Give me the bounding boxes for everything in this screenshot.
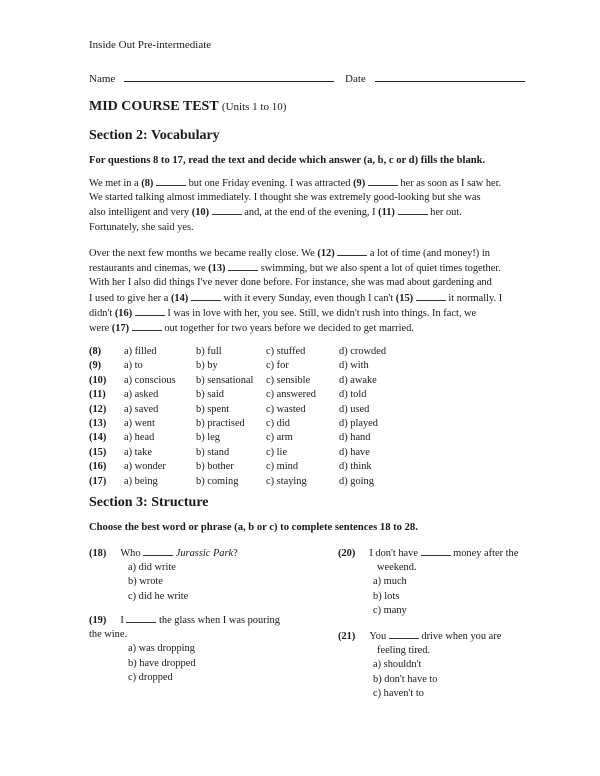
q19-option-c: c) dropped bbox=[128, 671, 173, 683]
q21-option-c: c) haven't to bbox=[373, 687, 424, 699]
option-row bbox=[89, 461, 419, 475]
question-number: (15) bbox=[89, 446, 107, 458]
option-c: c) did bbox=[266, 417, 290, 429]
paragraph-1 bbox=[89, 176, 539, 235]
option-row bbox=[89, 432, 419, 446]
title-units: (Units 1 to 10) bbox=[221, 101, 287, 113]
book-header: Inside Out Pre-intermediate bbox=[89, 39, 212, 51]
title-main: MID COURSE TEST bbox=[89, 99, 219, 114]
option-a: a) being bbox=[124, 475, 158, 487]
question-number: (14) bbox=[89, 432, 107, 444]
blank-11 bbox=[398, 205, 428, 215]
option-c: c) mind bbox=[266, 461, 299, 473]
option-d: d) hand bbox=[339, 432, 371, 444]
option-a: a) filled bbox=[124, 346, 157, 357]
option-a: a) wonder bbox=[124, 461, 166, 473]
question-number: (11) bbox=[89, 389, 106, 401]
section3-instruction: Choose the best word or phrase (a, b or c) to complete sentences 18 to 28. bbox=[89, 522, 418, 533]
option-b: b) leg bbox=[196, 432, 220, 444]
option-d: d) told bbox=[339, 389, 367, 401]
option-a: a) conscious bbox=[124, 374, 176, 386]
blank-13 bbox=[228, 261, 258, 271]
question-number: (8) bbox=[89, 346, 102, 357]
paragraph-2 bbox=[89, 246, 539, 336]
question-18: (18) Who Jurassic Park? a) did write b) wrote c) did he write bbox=[89, 546, 319, 604]
p1-line-1: We met in a (8) but one Friday evening. I was attracted (9) her as soon as I saw her. bbox=[89, 178, 502, 189]
option-d: d) awake bbox=[339, 374, 377, 386]
option-d: d) with bbox=[339, 360, 369, 372]
section2-instruction: For questions 8 to 17, read the text and decide which answer (a, b, c or d) fills the blank. bbox=[89, 155, 486, 166]
option-c: c) wasted bbox=[266, 403, 306, 415]
blank-15 bbox=[416, 291, 446, 301]
option-d: d) going bbox=[339, 475, 374, 487]
blank-20 bbox=[421, 546, 451, 556]
p2-line-6: were (17) out together for two years before we decided to get married. bbox=[89, 323, 414, 335]
option-d: d) have bbox=[339, 446, 370, 458]
option-row bbox=[89, 346, 419, 360]
section2-heading: Section 2: Vocabulary bbox=[89, 128, 220, 143]
option-a: a) take bbox=[124, 446, 152, 458]
option-d: d) played bbox=[339, 417, 378, 429]
option-b: b) said bbox=[196, 389, 224, 401]
option-b: b) practised bbox=[196, 417, 245, 429]
blank-9 bbox=[368, 176, 398, 186]
q21-option-a: a) shouldn't bbox=[373, 659, 422, 671]
question-20: (20) I don't have money after the weekend. a) much b) lots c) many bbox=[338, 546, 558, 618]
question-21: (21) You drive when you are feeling tired. a) shouldn't b) don't have to c) haven't to bbox=[338, 629, 558, 701]
option-c: c) arm bbox=[266, 432, 293, 444]
option-b: b) bother bbox=[196, 461, 234, 473]
option-row bbox=[89, 360, 419, 374]
q18-option-c: c) did he write bbox=[128, 590, 189, 602]
option-b: b) spent bbox=[196, 403, 230, 415]
date-label: Date bbox=[345, 73, 366, 85]
option-c: c) lie bbox=[266, 446, 288, 458]
vocabulary-options bbox=[89, 346, 419, 490]
test-title bbox=[89, 99, 286, 115]
p2-line-5: didn't (16) I was in love with her, you see. Still, we didn't rush into things. In fact, we bbox=[89, 307, 477, 319]
p2-line-4: I used to give her a (14) with it every Sunday, even though I can't (15) it normally. I bbox=[89, 292, 503, 304]
option-c: c) stuffed bbox=[266, 346, 306, 357]
option-a: a) went bbox=[124, 417, 155, 429]
q20-option-c: c) many bbox=[373, 604, 407, 616]
p1-line-3: also intelligent and very (10) and, at the end of the evening, I (11) her out. bbox=[89, 207, 462, 219]
option-d: d) used bbox=[339, 403, 370, 415]
option-row bbox=[89, 476, 419, 490]
blank-21 bbox=[389, 629, 419, 639]
blank-16 bbox=[135, 306, 165, 316]
p2-line-3: With her I also did things I've never done before. For instance, she was mad about gardening and bbox=[89, 277, 492, 289]
q19-option-b: b) have dropped bbox=[128, 657, 196, 669]
option-b: b) coming bbox=[196, 475, 239, 487]
p2-line-1: Over the next few months we became really close. We (12) a lot of time (and money!) in bbox=[89, 248, 490, 259]
name-label: Name bbox=[89, 73, 116, 85]
option-b: b) sensational bbox=[196, 374, 254, 386]
option-c: c) answered bbox=[266, 389, 316, 401]
q20-option-b: b) lots bbox=[373, 590, 400, 602]
blank-10 bbox=[212, 205, 242, 215]
question-number: (12) bbox=[89, 403, 107, 415]
option-row bbox=[89, 447, 419, 461]
option-b: b) full bbox=[196, 346, 222, 357]
option-c: c) staying bbox=[266, 475, 307, 487]
question-number: (16) bbox=[89, 461, 107, 473]
q20-option-a: a) much bbox=[373, 576, 407, 588]
option-c: c) for bbox=[266, 360, 289, 372]
blank-17 bbox=[132, 321, 162, 331]
p2-line-2: restaurants and cinemas, we (13) swimming, but we also spent a lot of quiet times together. bbox=[89, 263, 501, 275]
option-b: b) by bbox=[196, 360, 218, 372]
question-number: (13) bbox=[89, 417, 107, 429]
option-a: a) asked bbox=[124, 389, 159, 401]
name-line bbox=[124, 81, 334, 82]
option-d: d) think bbox=[339, 461, 372, 473]
q19-option-a: a) was dropping bbox=[128, 643, 195, 655]
q21-option-b: b) don't have to bbox=[373, 673, 438, 685]
option-a: a) to bbox=[124, 360, 143, 372]
question-number: (9) bbox=[89, 360, 102, 372]
q18-option-b: b) wrote bbox=[128, 576, 163, 588]
option-row bbox=[89, 404, 419, 418]
question-number: (17) bbox=[89, 475, 107, 487]
q18-option-a: a) did write bbox=[128, 562, 176, 574]
question-number: (10) bbox=[89, 374, 107, 386]
blank-19 bbox=[126, 613, 156, 623]
option-row bbox=[89, 375, 419, 389]
blank-12 bbox=[337, 246, 367, 256]
option-a: a) head bbox=[124, 432, 155, 444]
option-c: c) sensible bbox=[266, 374, 311, 386]
blank-8 bbox=[156, 176, 186, 186]
date-line bbox=[375, 81, 525, 82]
name-field bbox=[89, 73, 334, 85]
option-a: a) saved bbox=[124, 403, 159, 415]
blank-14 bbox=[191, 291, 221, 301]
blank-18 bbox=[143, 546, 173, 556]
question-19: (19) I the glass when I was pouring the wine. a) was dropping b) have dropped c) dropped bbox=[89, 613, 319, 685]
option-row bbox=[89, 418, 419, 432]
option-b: b) stand bbox=[196, 446, 230, 458]
date-field bbox=[345, 73, 525, 85]
option-d: d) crowded bbox=[339, 346, 387, 357]
section3-heading: Section 3: Structure bbox=[89, 495, 209, 510]
p1-line-2: We started talking almost immediately. I thought she was extremely good-looking but she was bbox=[89, 192, 481, 204]
p1-line-4: Fortunately, she said yes. bbox=[89, 221, 194, 233]
option-row bbox=[89, 389, 419, 403]
